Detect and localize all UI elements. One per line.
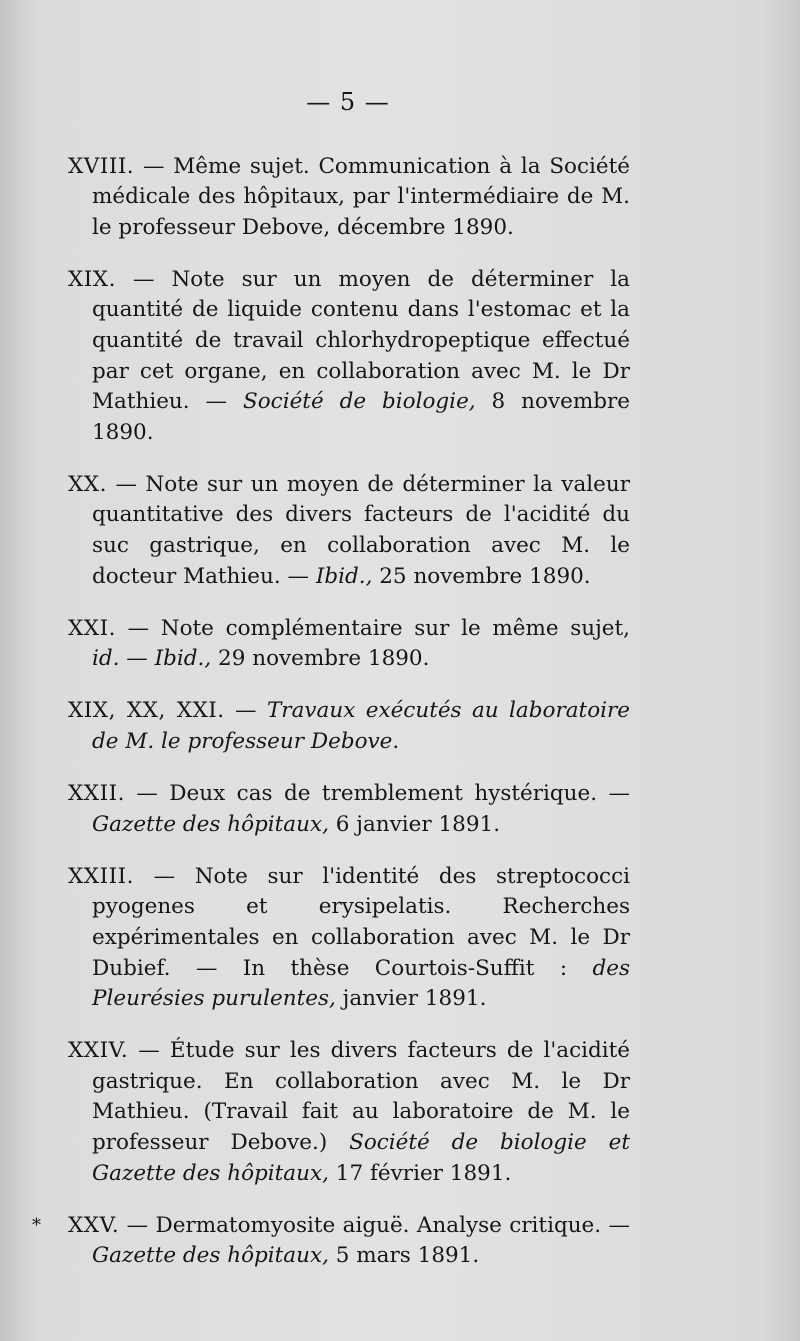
entry-number: XXIII.: [68, 863, 134, 889]
entry-number: XXIV.: [68, 1038, 129, 1064]
page-number: — 5 —: [306, 88, 390, 116]
entry-date: 5 mars 1891.: [328, 1243, 480, 1269]
entry-source: Ibid.,: [315, 563, 373, 589]
entry-text: — Dermatomyosite aiguë. Analyse critique. —: [119, 1212, 630, 1238]
entry-number: XVIII.: [68, 153, 135, 179]
entry-source: id. — Ibid.,: [92, 646, 212, 672]
entry-source: Travaux exécutés au laboratoire de M. le professeur Debove.: [92, 698, 631, 754]
entry-text: — Même sujet. Communication à la Société médicale des hôpitaux, par l'intermédiaire de M. le professeur Debove, décembre 1890.: [92, 153, 630, 240]
entry-number: XXV.: [68, 1212, 120, 1238]
entry-source: des Pleurésies purulentes,: [92, 955, 630, 1012]
entry-xxi: [68, 614, 630, 675]
entry-xix: [68, 265, 630, 449]
entry-xxiii: [68, 862, 630, 1015]
entry-date: 6 janvier 1891.: [328, 811, 501, 837]
entry-xx: [68, 470, 630, 592]
entry-date: 8 novembre 1890.: [92, 389, 630, 445]
entry-source: Gazette des hôpitaux,: [92, 811, 329, 837]
entry-date: 29 novembre 1890.: [211, 646, 430, 672]
entry-source: Société de biologie,: [242, 389, 476, 415]
entry-number: XIX, XX, XXI.: [68, 698, 225, 724]
entry-text: — Note sur un moyen de déterminer la valeur quantitative des divers facteurs de l'acidité du suc gastrique, en collaboration avec M. le docteur Mathieu. —: [92, 471, 630, 589]
entry-number: XXII.: [68, 781, 125, 807]
entry-source: Gazette des hôpitaux,: [92, 1243, 329, 1269]
entry-number: XXI.: [68, 615, 116, 641]
entry-date: 25 novembre 1890.: [372, 563, 591, 589]
entry-date: janvier 1891.: [335, 986, 487, 1012]
entry-text: —: [224, 698, 267, 724]
entry-source: Société de biologie et Gazette des hôpitaux,: [92, 1130, 631, 1186]
entry-number: XIX.: [68, 266, 116, 292]
publication-list: [32, 130, 631, 1286]
entry-xxv: * XXV. — Dermatomyosite aiguë. Analyse critique. — Gazette des hôpitaux, 5 mars 1891.: [32, 1212, 630, 1269]
entry-text: — Note complémentaire sur le même sujet,: [115, 615, 630, 641]
entry-text: — Note sur l'identité des streptococci pyogenes et erysipelatis. Recherches expérimentales en collaboration avec M. le Dr Dubief. — In thèse Courtois-Suffit :: [92, 863, 630, 981]
entry-text: — Note sur un moyen de déterminer la quantité de liquide contenu dans l'estomac et la quantité de travail chlorhydropeptique effectué par cet organe, en collaboration avec M. le Dr Mathieu. —: [92, 266, 630, 415]
entry-date: 17 février 1891.: [328, 1160, 512, 1186]
entry-text: — Deux cas de tremblement hystérique. —: [124, 781, 630, 807]
entry-number: XX.: [68, 471, 107, 497]
entry-xviii: [68, 152, 630, 244]
entry-text: — Étude sur les divers facteurs de l'acidité gastrique. En collaboration avec M. le Dr Mathieu. (Travail fait au laboratoire de M. le professeur Debove.): [92, 1038, 630, 1156]
entry-xxii: [68, 779, 630, 840]
entry-xxiv: [68, 1036, 630, 1189]
entry-group-note: [68, 696, 630, 757]
